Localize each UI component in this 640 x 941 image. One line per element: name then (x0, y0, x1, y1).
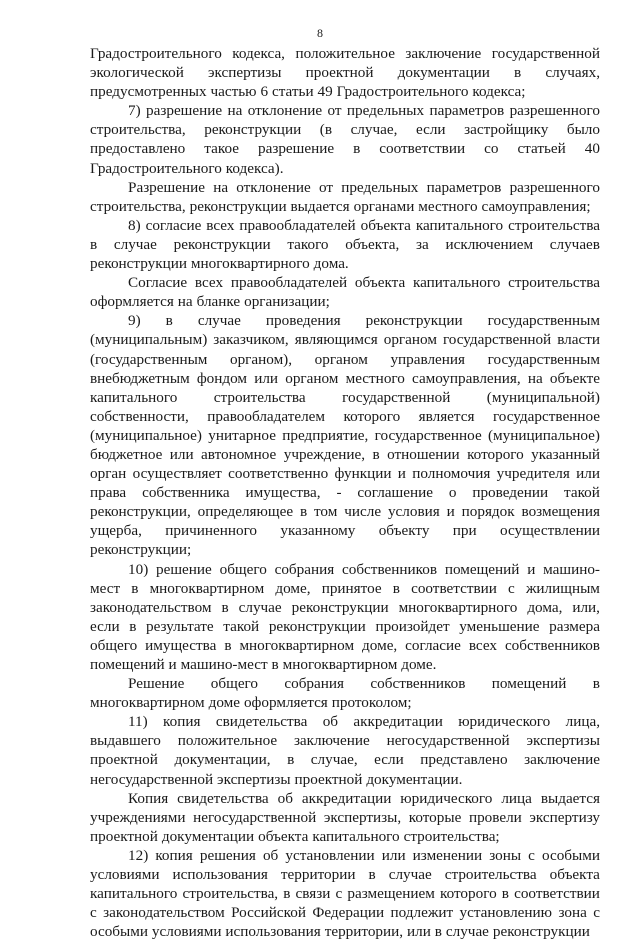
text-line: 9) в случае проведения реконструкции государственным (128, 312, 600, 330)
text-line: с законодательством Российской Федерации подлежит установлению зона с (90, 904, 600, 922)
text-line: если в результате такой реконструкции произойдет уменьшение размера (90, 617, 600, 635)
text-line: капитального строительства, в связи с размещением которого в соответствии (90, 885, 600, 903)
text-line: учреждениями негосударственной экспертизы, которые провели экспертизу (90, 808, 600, 826)
text-line: внебюджетным фондом или органом местного самоуправления, на объекте (90, 369, 600, 387)
text-line: капитального строительства государственной (муниципальной) (90, 388, 600, 406)
text-line: негосударственной экспертизы проектной документации. (90, 770, 463, 788)
text-line: бюджетное или автономное учреждение, в отношении которого указанный (90, 445, 600, 463)
text-line: (муниципальным) заказчиком, являющимся органом государственной власти (90, 331, 600, 349)
text-line: строительства, реконструкции выдается органами местного самоуправления; (90, 197, 591, 215)
paragraph (90, 789, 600, 846)
text-line: 8) согласие всех правообладателей объекта капитального строительства (128, 216, 600, 234)
text-line: ущерба, причиненного указанному объекту при осуществлении (90, 522, 600, 540)
text-line: помещений и машино-мест в многоквартирном доме. (90, 656, 437, 673)
text-line: мест в многоквартирном доме, принятое в соответствии с жилищным (90, 579, 600, 597)
text-line: Градостроительного кодекса, положительное заключение государственной (90, 45, 600, 62)
text-line: проектной документации объекта капитального строительства; (90, 827, 500, 845)
text-line: Разрешение на отклонение от предельных параметров разрешенного (128, 178, 600, 196)
text-line: собственности, правообладателем которого является государственное (90, 407, 600, 425)
paragraph (90, 712, 600, 788)
document-body (90, 44, 600, 941)
text-line: 12) копия решения об установлении или изменении зоны с особыми (128, 846, 600, 864)
paragraph (90, 178, 600, 216)
text-line: Согласие всех правообладателей объекта капитального строительства (128, 274, 600, 292)
text-line: оформляется на бланке организации; (90, 293, 330, 311)
paragraph (90, 101, 600, 177)
paragraph (90, 44, 600, 101)
paragraph (90, 273, 600, 311)
paragraph (90, 674, 600, 712)
text-line: строительства, реконструкции (в случае, если застройщику было (90, 121, 600, 139)
page-number: 8 (317, 26, 323, 40)
text-line: (муниципальное) унитарное предприятие, государственное (муниципальное) (90, 426, 600, 444)
text-line: (государственным органом), органом управления государственным (90, 350, 600, 368)
paragraph (90, 311, 600, 559)
text-line: законодательством в случае реконструкции многоквартирного дома, или, (90, 598, 600, 616)
text-line: экологической экспертизы проектной документации в случаях, (90, 64, 600, 82)
text-line: реконструкции, определяющее в том числе условия и порядок возмещения (90, 503, 600, 521)
text-line: многоквартирном доме оформляется протоколом; (90, 694, 412, 712)
text-line: Решение общего собрания собственников помещений в (128, 675, 600, 693)
text-line: предоставлено такое разрешение в соответствии со статьей 40 (90, 140, 600, 158)
text-line: 10) решение общего собрания собственников помещений и машино- (128, 560, 600, 578)
text-line: предусмотренных частью 6 статьи 49 Градостроительного кодекса; (90, 83, 526, 101)
text-line: Копия свидетельства об аккредитации юридического лица выдается (128, 789, 600, 807)
text-line: орган осуществляет соответственно функции и полномочия учредителя или (90, 465, 600, 483)
text-line: реконструкции многоквартирного дома. (90, 255, 349, 273)
text-line: проектной документации, в случае, если представлено заключение (90, 751, 600, 769)
paragraph (90, 846, 600, 941)
text-line: Градостроительного кодекса). (90, 159, 284, 177)
paragraph (90, 216, 600, 273)
text-line: реконструкции; (90, 541, 192, 559)
text-line: в случае реконструкции такого объекта, за исключением случаев (90, 235, 600, 253)
text-line: права собственника имущества, - соглашение о проведении такой (90, 484, 600, 502)
paragraph (90, 560, 600, 675)
text-line: 11) копия свидетельства об аккредитации юридического лица, (128, 713, 600, 731)
text-line: выдавшего положительное заключение негосударственной экспертизы (90, 732, 600, 750)
text-line: особыми условиями использования территории, или в случае реконструкции (90, 923, 590, 941)
text-line: общего имущества в многоквартирном доме, согласие всех собственников (90, 636, 600, 654)
text-line: условиями использования территории в случае строительства объекта (90, 866, 600, 884)
text-line: 7) разрешение на отклонение от предельных параметров разрешенного (128, 102, 600, 120)
